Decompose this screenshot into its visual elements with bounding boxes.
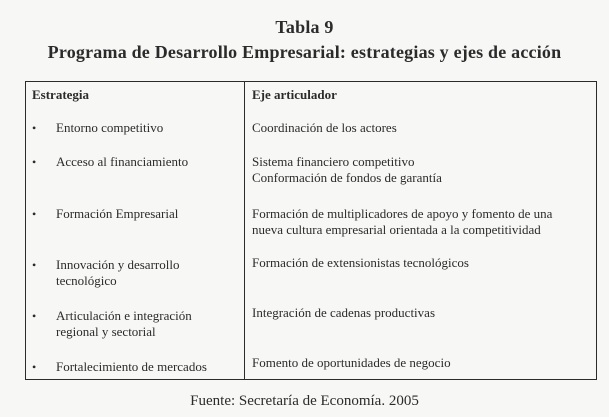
header-eje-articulador: Eje articulador	[252, 87, 337, 102]
bullet-icon: •	[32, 121, 37, 135]
bullet-icon: •	[32, 207, 37, 221]
bullet-icon: •	[32, 309, 37, 323]
table-subtitle: Programa de Desarrollo Empresarial: estrategias y ejes de acción	[47, 42, 562, 62]
bullet-icon: •	[32, 155, 37, 169]
column-divider	[244, 82, 245, 379]
table-row-eje: Integración de cadenas productivas	[252, 305, 436, 320]
source-note: Fuente: Secretaría de Economía. 2005	[190, 393, 419, 409]
table-title: Tabla 9	[275, 17, 334, 37]
strategy-label: Articulación e integración regional y sectorial	[56, 308, 192, 339]
bullet-icon: •	[32, 258, 37, 272]
strategy-label: Fortalecimiento de mercados	[56, 359, 207, 374]
table-row-eje: Fomento de oportunidades de negocio	[252, 355, 451, 370]
strategy-label: Innovación y desarrollo tecnológico	[56, 257, 180, 288]
table-row-eje: Sistema financiero competitivo Conformación de fondos de garantía	[252, 154, 442, 185]
bullet-icon: •	[32, 360, 37, 374]
strategy-label: Formación Empresarial	[56, 206, 179, 221]
strategy-label: Acceso al financiamiento	[56, 154, 189, 169]
table-row-eje: Formación de extensionistas tecnológicos	[252, 255, 469, 270]
table-row-eje: Coordinación de los actores	[252, 120, 397, 135]
strategy-label: Entorno competitivo	[56, 120, 164, 135]
table-row-eje: Formación de multiplicadores de apoyo y fomento de una nueva cultura empresarial orientada a la competitividad	[252, 206, 553, 237]
header-estrategia: Estrategia	[32, 87, 90, 102]
strategy-table	[25, 81, 597, 380]
